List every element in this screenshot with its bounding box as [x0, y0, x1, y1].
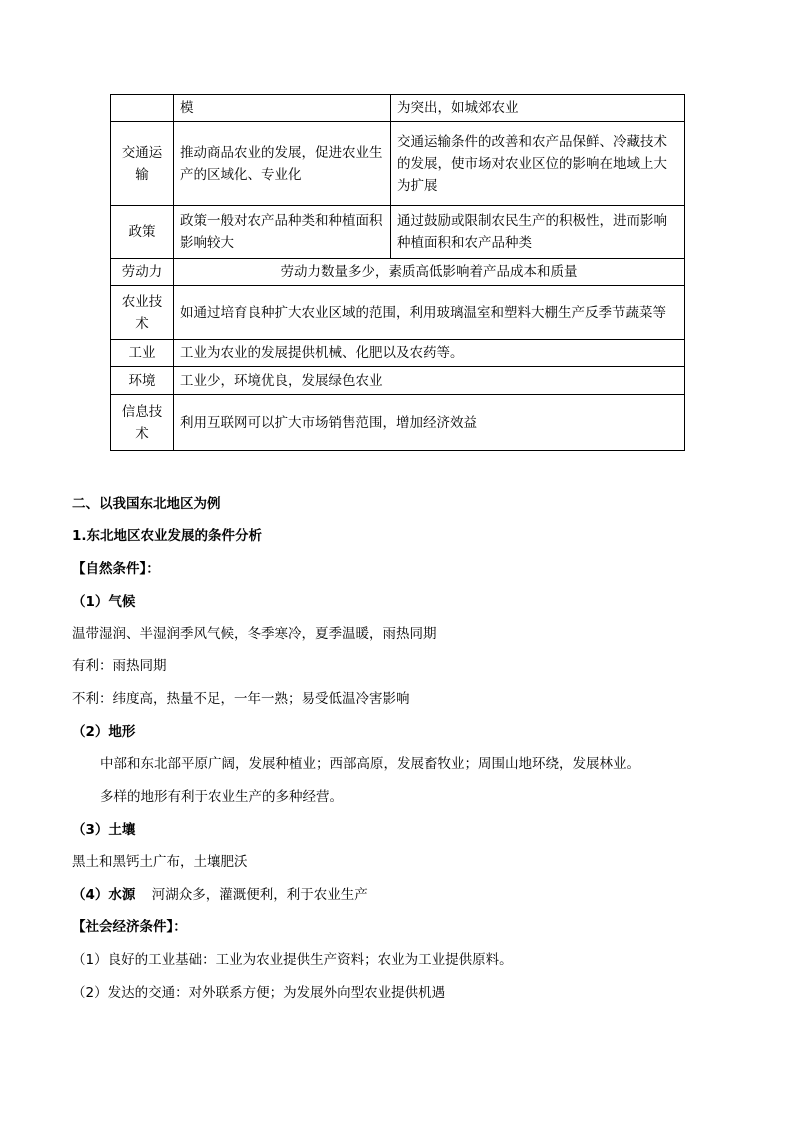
table-row	[111, 206, 685, 259]
section-heading: 二、以我国东北地区为例	[72, 496, 221, 512]
merged-cell: 利用互联网可以扩大市场销售范围，增加经济效益	[174, 395, 685, 451]
natural-conditions-label: 【自然条件】：	[72, 561, 160, 577]
effect-cell: 通过鼓励或限制农民生产的积极性，进而影响种植面积和农产品种类	[391, 206, 685, 259]
merged-cell: 如通过培育良种扩大农业区域的范围，利用玻璃温室和塑料大棚生产反季节蔬菜等	[174, 286, 685, 340]
merged-cell: 劳动力数量多少，素质高低影响着产品成本和质量	[174, 259, 685, 286]
effect-cell: 模	[174, 95, 391, 122]
merged-cell: 工业为农业的发展提供机械、化肥以及农药等。	[174, 340, 685, 367]
effect-cell: 为突出，如城郊农业	[391, 95, 685, 122]
climate-text: 温带湿润、半湿润季风气候，冬季寒冷，夏季温暖，雨热同期	[72, 626, 437, 642]
factor-cell: 交通运输	[111, 122, 174, 206]
water-label: （4）水源	[72, 887, 136, 903]
factor-cell: 政策	[111, 206, 174, 259]
effect-cell: 政策一般对农产品种类和种植面积影响较大	[174, 206, 391, 259]
terrain-text: 中部和东北部平原广阔，发展种植业；西部高原，发展畜牧业；周围山地环绕，发展林业。	[100, 756, 640, 772]
climate-advantage: 有利：雨热同期	[72, 658, 167, 674]
table-row	[111, 259, 685, 286]
effect-cell: 交通运输条件的改善和农产品保鲜、冷藏技术的发展，使市场对农业区位的影响在地域上大为扩展	[391, 122, 685, 206]
table-row	[111, 395, 685, 451]
table-row	[111, 122, 685, 206]
table-row	[111, 286, 685, 340]
terrain-label: （2）地形	[72, 724, 136, 740]
factor-cell: 劳动力	[111, 259, 174, 286]
table-row	[111, 367, 685, 395]
effect-cell: 推动商品农业的发展，促进农业生产的区域化、专业化	[174, 122, 391, 206]
climate-disadvantage: 不利：纬度高，热量不足，一年一熟；易受低温冷害影响	[72, 691, 410, 707]
factor-cell: 环境	[111, 367, 174, 395]
soil-label: （3）土壤	[72, 822, 136, 838]
factor-cell	[111, 95, 174, 122]
socioeconomic-item: （1）良好的工业基础：工业为农业提供生产资料；农业为工业提供原料。	[72, 952, 513, 968]
socioeconomic-label: 【社会经济条件】：	[72, 919, 187, 935]
factor-cell: 工业	[111, 340, 174, 367]
agriculture-factors-table	[110, 94, 685, 451]
table-row	[111, 95, 685, 122]
climate-label: （1）气候	[72, 594, 136, 610]
socioeconomic-item: （2）发达的交通：对外联系方便；为发展外向型农业提供机遇	[72, 985, 446, 1001]
table-row	[111, 340, 685, 367]
factor-cell: 农业技术	[111, 286, 174, 340]
soil-text: 黑土和黑钙土广布，土壤肥沃	[72, 854, 248, 870]
water-line	[72, 885, 752, 905]
factor-cell: 信息技术	[111, 395, 174, 451]
terrain-text: 多样的地形有利于农业生产的多种经营。	[100, 789, 343, 805]
subsection-heading: 1.东北地区农业发展的条件分析	[72, 528, 263, 544]
water-text: 河湖众多，灌溉便利，利于农业生产	[151, 887, 368, 903]
merged-cell: 工业少，环境优良，发展绿色农业	[174, 367, 685, 395]
